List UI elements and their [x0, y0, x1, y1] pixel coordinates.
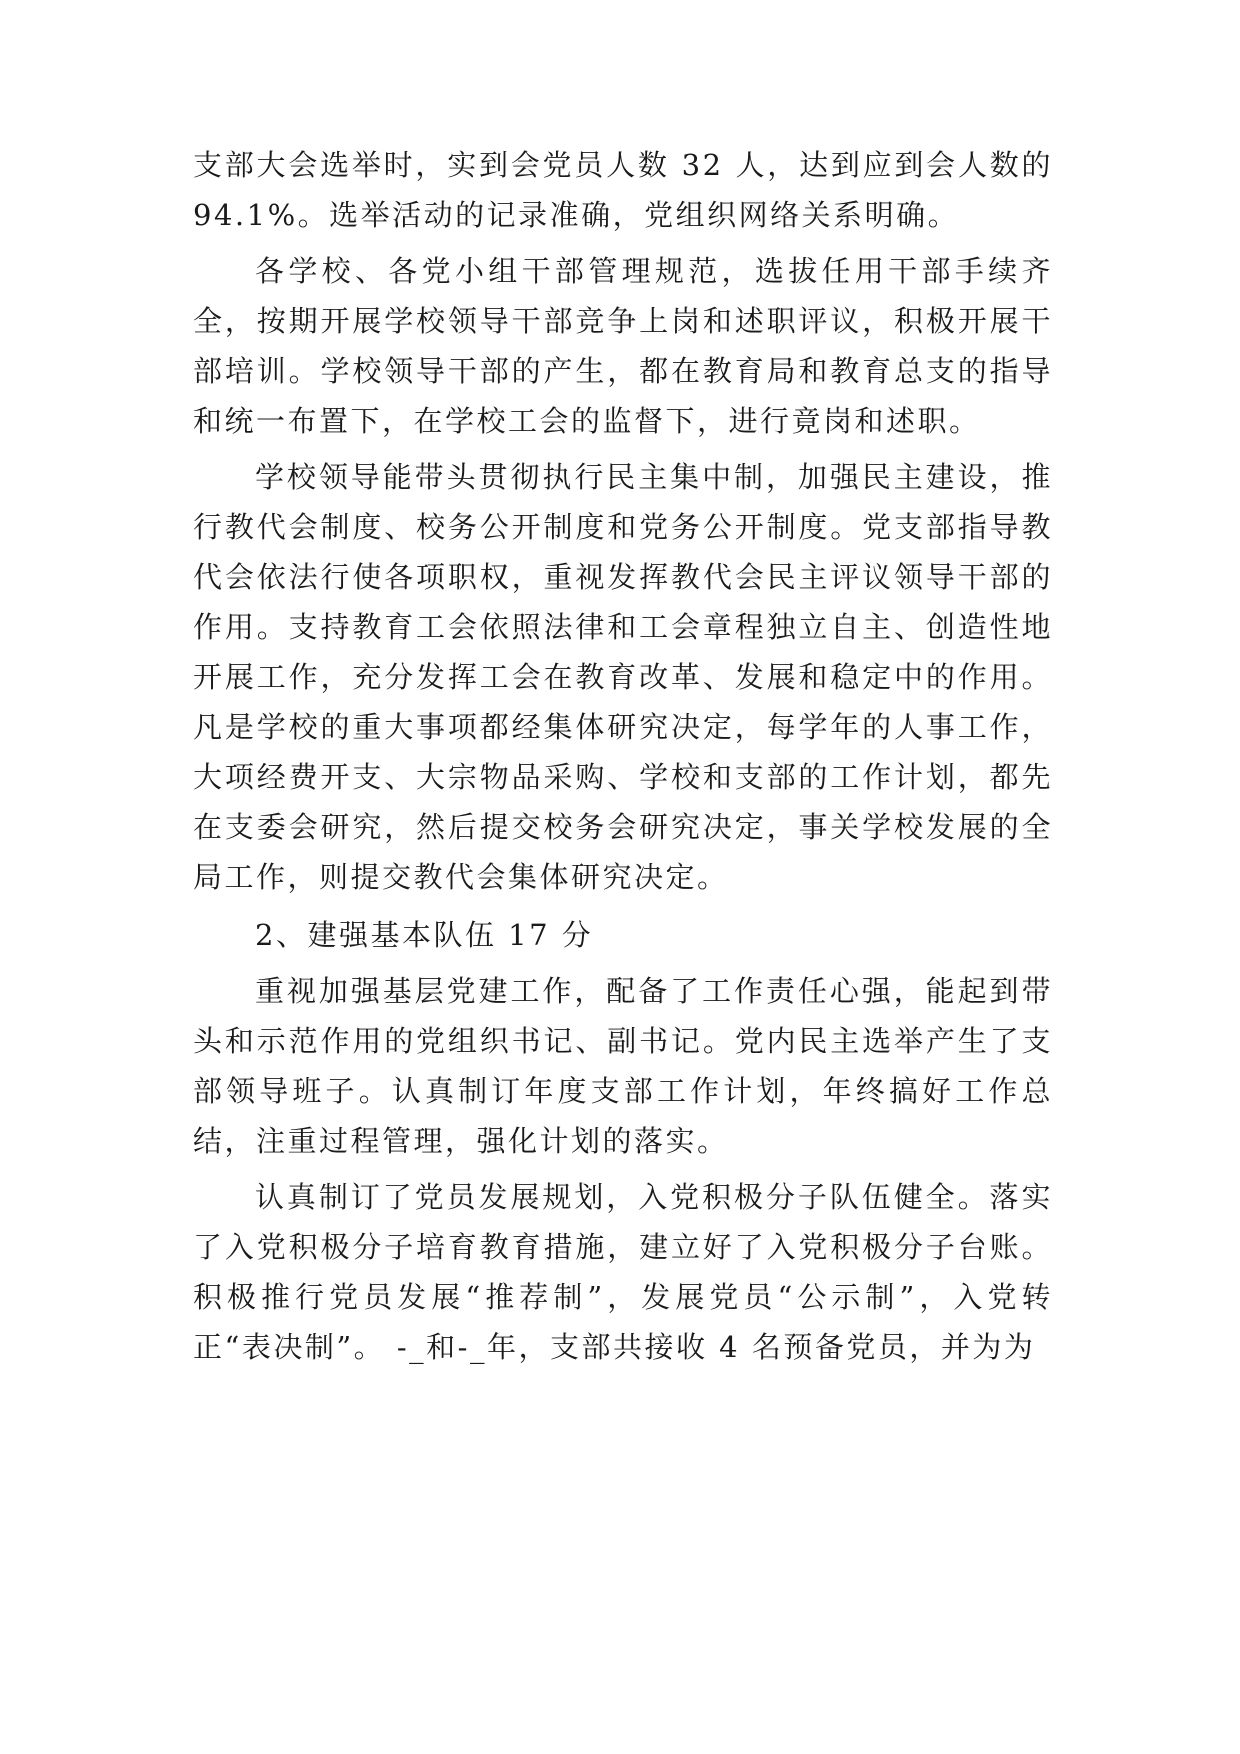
paragraph-election-stats: 支部大会选举时，实到会党员人数 32 人，达到应到会人数的 94.1%。选举活动的记录准确，党组织网络关系明确。: [193, 148, 1053, 232]
section-heading-team-building: 2、建强基本队伍 17 分: [255, 918, 594, 952]
paragraph-member-development: 认真制订了党员发展规划，入党积极分子队伍健全。落实了入党积极分子培育教育措施，建立好了入党积极分子台账。积极推行党员发展“推荐制”，发展党员“公示制”，入党转正“表决制”。 -_和-_年，支部共接收 4 名预备党员，并为为: [193, 1180, 1053, 1364]
paragraph-party-building: 重视加强基层党建工作，配备了工作责任心强，能起到带头和示范作用的党组织书记、副书记。党内民主选举产生了支部领导班子。认真制订年度支部工作计划，年终搞好工作总结，注重过程管理，强化计划的落实。: [193, 974, 1053, 1158]
paragraph-cadre-management: 各学校、各党小组干部管理规范，选拔任用干部手续齐全，按期开展学校领导干部竞争上岗和述职评议，积极开展干部培训。学校领导干部的产生，都在教育局和教育总支的指导和统一布置下，在学校工会的监督下，进行竟岗和述职。: [193, 254, 1053, 438]
paragraph-democratic-centralism: 学校领导能带头贯彻执行民主集中制，加强民主建设，推行教代会制度、校务公开制度和党务公开制度。党支部指导教代会依法行使各项职权，重视发挥教代会民主评议领导干部的作用。支持教育工会依照法律和工会章程独立自主、创造性地开展工作，充分发挥工会在教育改革、发展和稳定中的作用。凡是学校的重大事项都经集体研究决定，每学年的人事工作，大项经费开支、大宗物品采购、学校和支部的工作计划，都先在支委会研究，然后提交校务会研究决定，事关学校发展的全局工作，则提交教代会集体研究决定。: [193, 460, 1053, 894]
document-body: [193, 140, 1053, 1372]
